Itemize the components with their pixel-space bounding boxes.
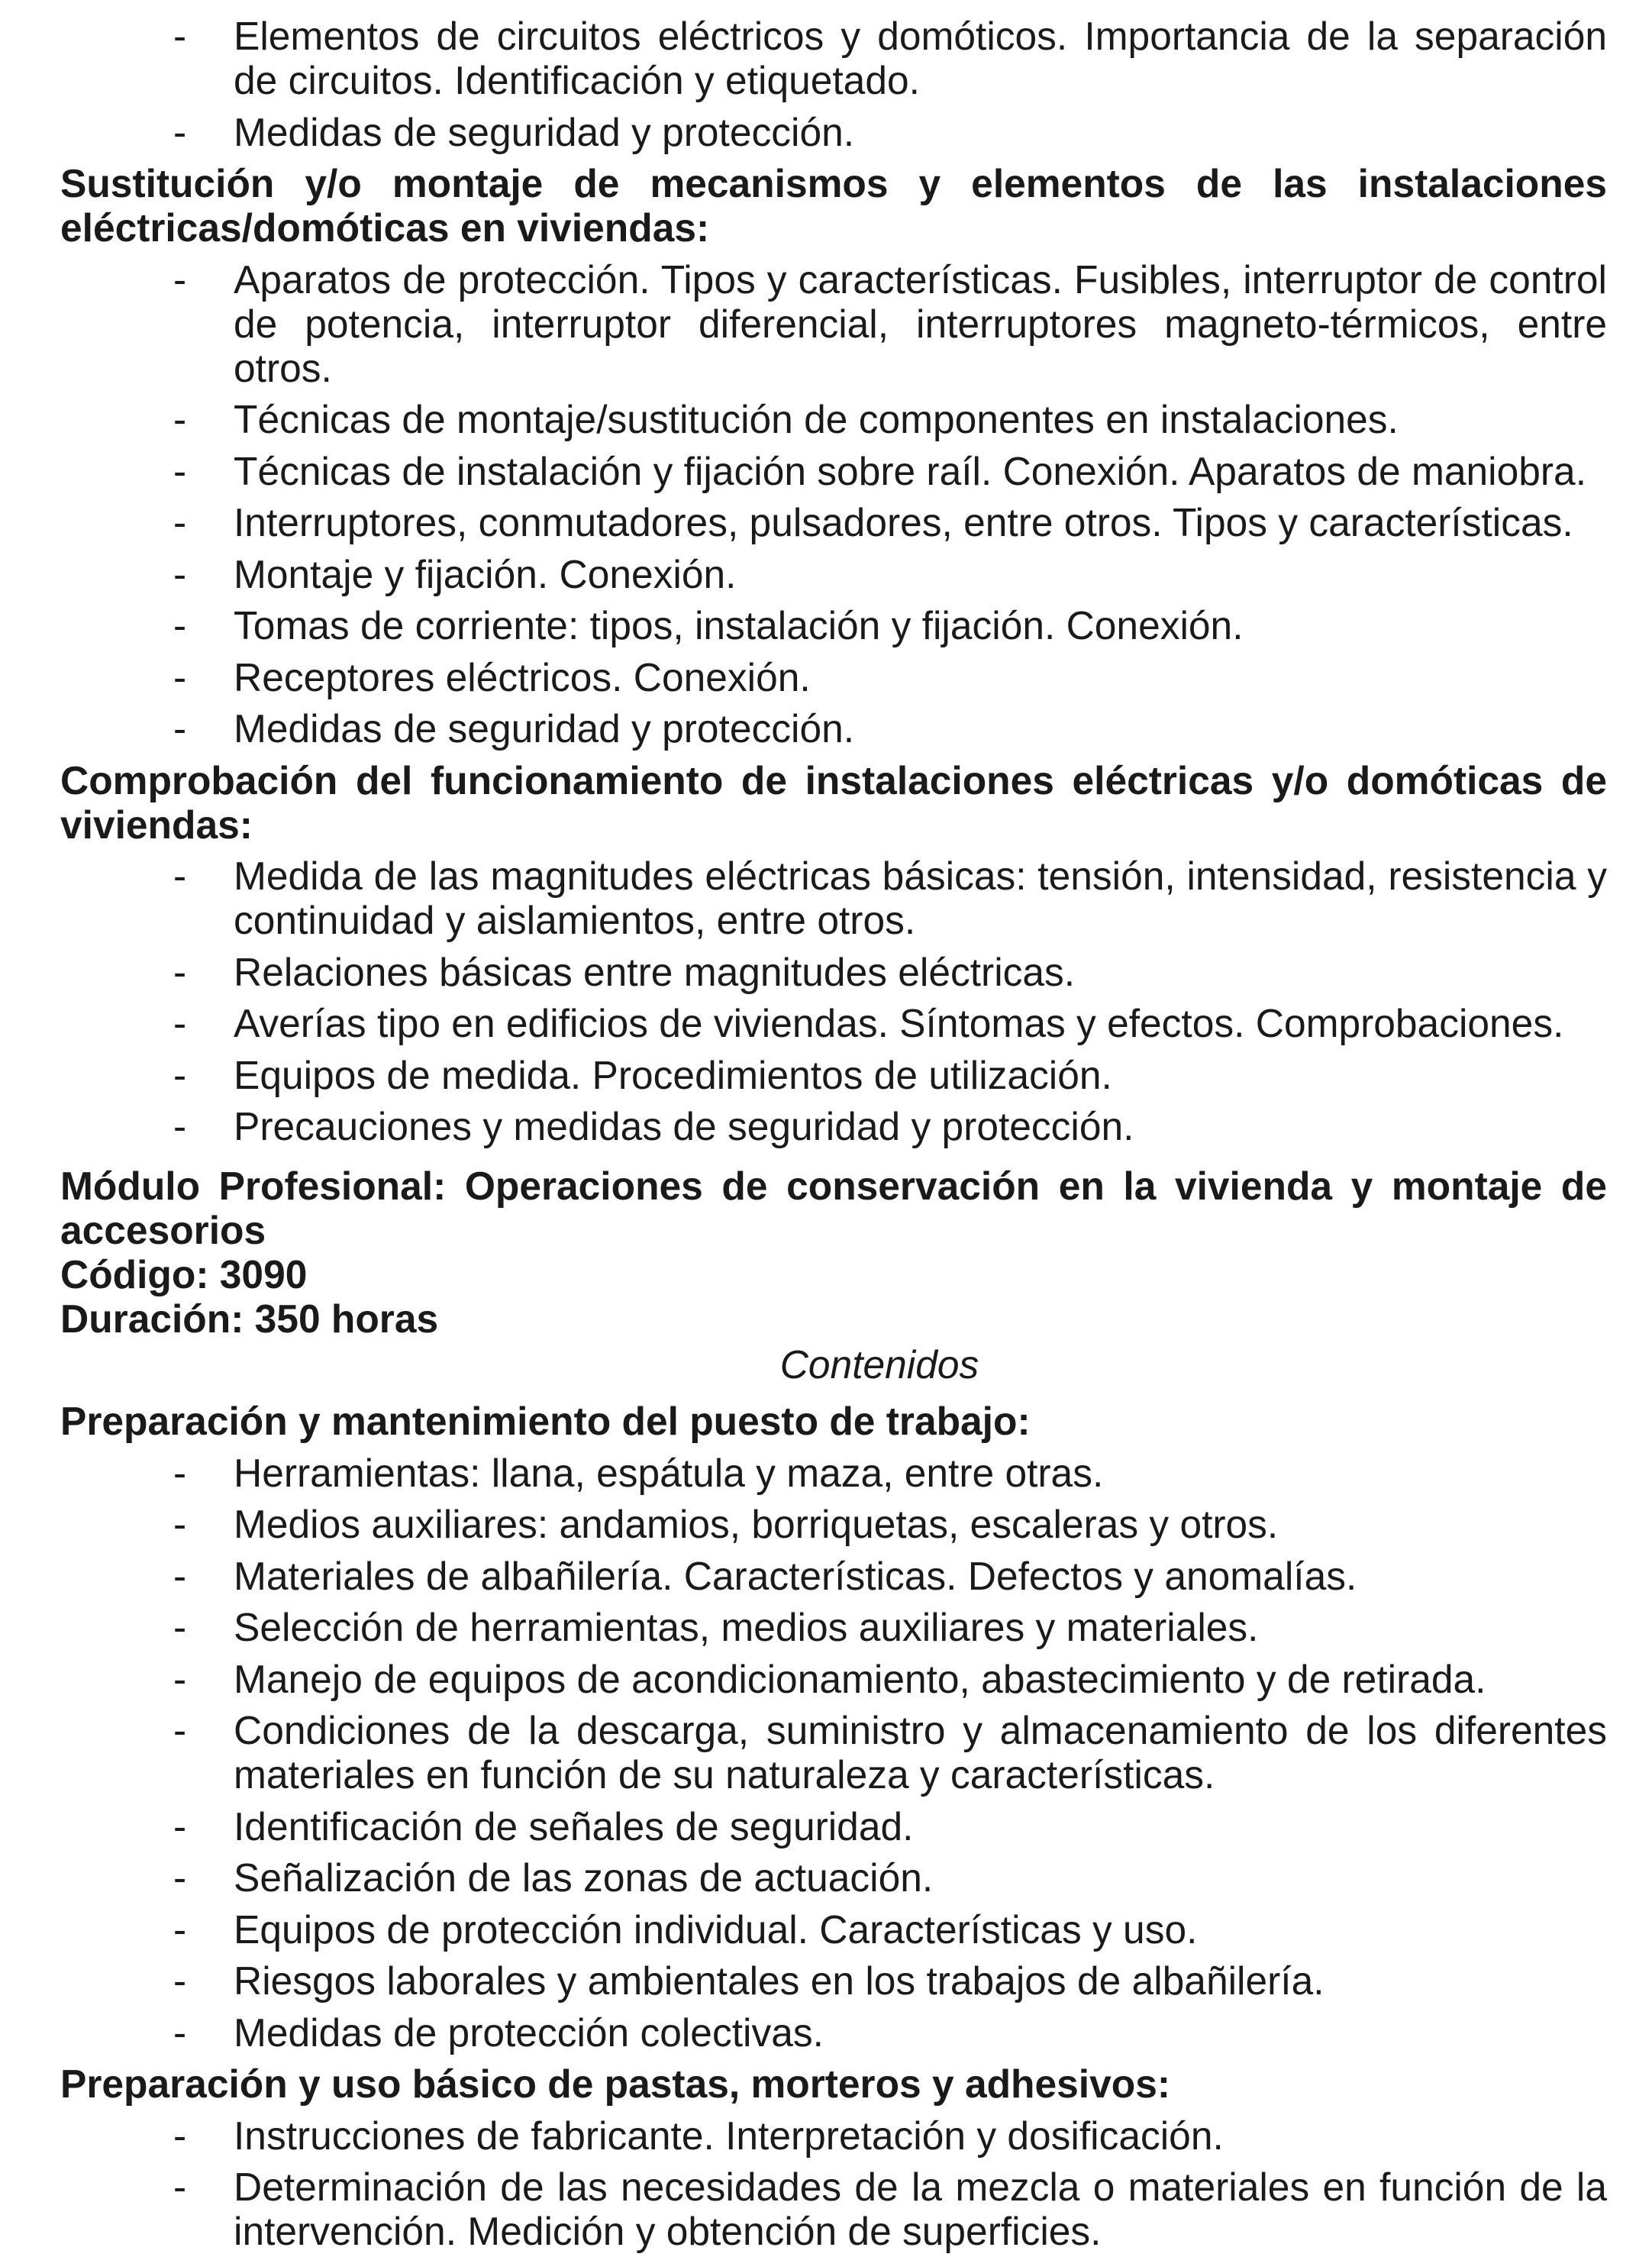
list-item (60, 655, 1607, 699)
section-heading: Preparación y uso básico de pastas, morteros y adhesivos: (60, 2062, 1170, 2106)
list-item-text: Selección de herramientas, medios auxiliares y materiales. (234, 1605, 1259, 1649)
list-item (60, 2010, 1607, 2055)
list-item (60, 2113, 1607, 2158)
list-item (60, 1657, 1607, 1701)
list-item (60, 257, 1607, 390)
list-dash: - (173, 1001, 187, 1045)
list-dash: - (173, 854, 187, 898)
list-item (60, 110, 1607, 154)
module-meta: Duración: 350 horas (60, 1296, 439, 1341)
section-heading: Sustitución y/o montaje de mecanismos y elementos de las instalaciones eléctricas/domóticas en viviendas: (60, 161, 1607, 250)
list-item-text: Técnicas de montaje/sustitución de componentes en instalaciones. (234, 397, 1399, 441)
list-item-text: Equipos de medida. Procedimientos de utilización. (234, 1052, 1112, 1097)
list-item-text: Medidas de seguridad y protección. (234, 706, 855, 751)
list-item-text: Técnicas de instalación y fijación sobre raíl. Conexión. Aparatos de maniobra. (234, 448, 1586, 493)
list-item-text: Precauciones y medidas de seguridad y protección. (234, 1104, 1134, 1148)
module-title: Módulo Profesional: Operaciones de conservación en la vivienda y montaje de accesorios (60, 1164, 1607, 1252)
list-item (60, 854, 1607, 942)
list-dash: - (173, 448, 187, 493)
list-dash: - (173, 2010, 187, 2055)
list-item (60, 1708, 1607, 1797)
list-dash: - (173, 949, 187, 994)
list-item-text: Herramientas: llana, espátula y maza, entre otras. (234, 1450, 1104, 1495)
list-item (60, 1605, 1607, 1649)
list-item (60, 1907, 1607, 1952)
list-dash: - (173, 1656, 187, 1701)
list-item (60, 950, 1607, 994)
list-item-text: Determinación de las necesidades de la mezcla o materiales en función de la intervención. Medición y obtención de superficies. (234, 2165, 1607, 2253)
list-dash: - (173, 2165, 187, 2209)
list-dash: - (173, 500, 187, 544)
list-dash: - (173, 551, 187, 596)
list-item-text: Medidas de seguridad y protección. (234, 109, 855, 154)
list-item (60, 2165, 1607, 2253)
list-dash: - (173, 14, 187, 58)
list-dash: - (173, 1553, 187, 1598)
list-item-text: Relaciones básicas entre magnitudes eléctricas. (234, 949, 1076, 994)
section-heading: Comprobación del funcionamiento de instalaciones eléctricas y/o domóticas de viviendas: (60, 757, 1607, 847)
list-item (60, 1104, 1607, 1148)
list-dash: - (173, 397, 187, 441)
list-dash: - (173, 1605, 187, 1649)
list-dash: - (173, 1708, 187, 1752)
list-item-text: Elementos de circuitos eléctricos y domóticos. Importancia de la separación de circuitos. Identificación y etiquetado. (234, 14, 1607, 102)
list-item (60, 1502, 1607, 1546)
list-item (60, 449, 1607, 493)
list-dash: - (173, 1104, 187, 1148)
list-item-text: Aparatos de protección. Tipos y características. Fusibles, interruptor de control de potencia, interruptor diferencial, interruptores magneto-térmicos, entre otros. (234, 257, 1607, 390)
list-item (60, 1554, 1607, 1598)
list-dash: - (173, 706, 187, 751)
list-item-text: Instrucciones de fabricante. Interpretación y dosificación. (234, 2113, 1224, 2158)
list-item (60, 1001, 1607, 1045)
list-item-text: Condiciones de la descarga, suministro y almacenamiento de los diferentes materiales en función de su naturaleza y características. (234, 1708, 1607, 1797)
list-dash: - (173, 1855, 187, 1900)
list-item-text: Tomas de corriente: tipos, instalación y fijación. Conexión. (234, 603, 1244, 647)
list-dash: - (173, 257, 187, 302)
list-dash: - (173, 1958, 187, 2003)
list-item (60, 552, 1607, 596)
list-dash: - (173, 603, 187, 647)
list-item (60, 1855, 1607, 1900)
list-item-text: Identificación de señales de seguridad. (234, 1803, 914, 1849)
list-item-text: Receptores eléctricos. Conexión. (234, 654, 811, 699)
document-page (60, 14, 1607, 2253)
list-item-text: Riesgos laborales y ambientales en los trabajos de albañilería. (234, 1958, 1325, 2003)
list-item-text: Manejo de equipos de acondicionamiento, abastecimiento y de retirada. (234, 1656, 1486, 1701)
list-dash: - (173, 654, 187, 699)
list-dash: - (173, 1803, 187, 1849)
list-dash: - (173, 109, 187, 154)
list-item-text: Medios auxiliares: andamios, borriquetas, escaleras y otros. (234, 1502, 1279, 1546)
list-item (60, 603, 1607, 647)
list-dash: - (173, 1052, 187, 1097)
list-item (60, 14, 1607, 102)
list-dash: - (173, 2113, 187, 2158)
list-item (60, 500, 1607, 544)
list-dash: - (173, 1450, 187, 1495)
list-item-text: Señalización de las zonas de actuación. (234, 1855, 934, 1900)
list-item-text: Medida de las magnitudes eléctricas básicas: tensión, intensidad, resistencia y continuidad y aislamientos, entre otros. (234, 854, 1607, 942)
list-item (60, 1451, 1607, 1495)
list-item-text: Interruptores, conmutadores, pulsadores, entre otros. Tipos y características. (234, 500, 1573, 544)
list-dash: - (173, 1907, 187, 1952)
section-heading: Preparación y mantenimiento del puesto de trabajo: (60, 1399, 1031, 1443)
list-item (60, 397, 1607, 441)
module-meta: Código: 3090 (60, 1252, 308, 1296)
list-item (60, 1804, 1607, 1849)
contents-label: Contenidos (779, 1342, 979, 1387)
list-item-text: Averías tipo en edificios de viviendas. Síntomas y efectos. Comprobaciones. (234, 1001, 1564, 1045)
list-item (60, 1053, 1607, 1097)
list-item (60, 706, 1607, 751)
list-item-text: Medidas de protección colectivas. (234, 2010, 824, 2055)
list-dash: - (173, 1502, 187, 1546)
list-item-text: Equipos de protección individual. Características y uso. (234, 1907, 1198, 1952)
list-item-text: Montaje y fijación. Conexión. (234, 551, 737, 596)
list-item (60, 1958, 1607, 2003)
list-item-text: Materiales de albañilería. Características. Defectos y anomalías. (234, 1553, 1357, 1598)
